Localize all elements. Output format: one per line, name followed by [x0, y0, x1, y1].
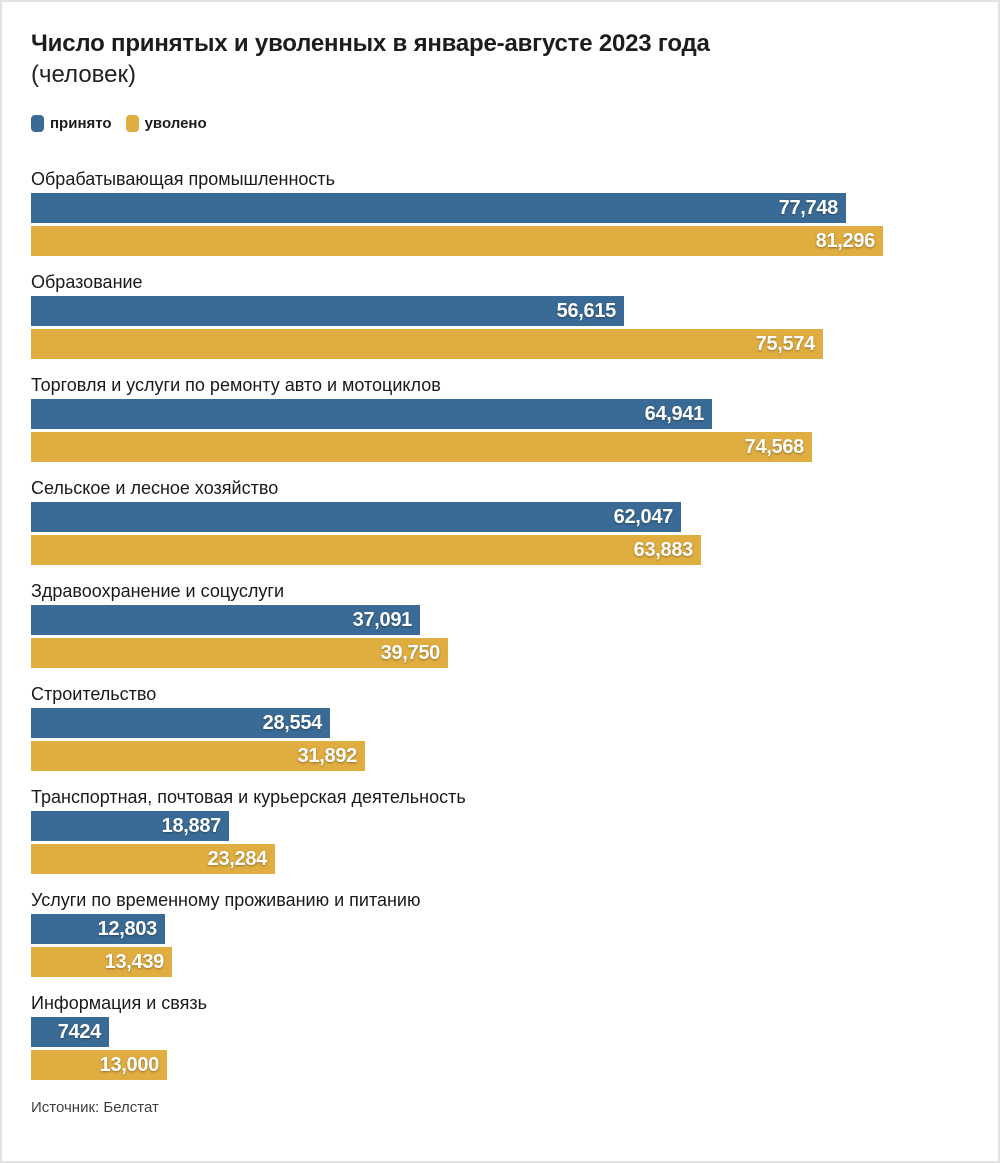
dismissed-swatch-icon [126, 115, 139, 132]
bar-value-label: 75,574 [755, 332, 815, 355]
bar-value-label: 12,803 [97, 917, 157, 940]
category-group [31, 683, 969, 771]
bar-row [31, 1050, 969, 1080]
bar-value-label: 63,883 [633, 538, 693, 561]
bar-value-label: 13,000 [99, 1053, 159, 1076]
source-text: Источник: Белстат [31, 1099, 159, 1116]
category-group [31, 374, 969, 462]
bar-row [31, 193, 969, 223]
legend-item-hired [31, 115, 112, 132]
bar-value-label: 62,047 [613, 505, 673, 528]
dismissed-bar [31, 226, 883, 256]
bar-row [31, 399, 969, 429]
bar-row [31, 535, 969, 565]
source-row [31, 1098, 969, 1117]
dismissed-bar [31, 432, 812, 462]
legend-label-dismissed: уволено [144, 115, 207, 132]
hired-swatch-icon [31, 115, 44, 132]
bar-value-label: 18,887 [161, 814, 221, 837]
legend-item-dismissed [126, 115, 207, 132]
page-title: Число принятых и уволенных в январе-августе 2023 года [31, 30, 710, 57]
dismissed-bar [31, 1050, 167, 1080]
bar-value-label: 56,615 [556, 299, 616, 322]
category-group [31, 168, 969, 256]
dismissed-bar [31, 638, 448, 668]
category-label: Сельское и лесное хозяйство [31, 478, 279, 498]
category-group [31, 786, 969, 874]
category-group [31, 992, 969, 1080]
bar-row [31, 605, 969, 635]
category-label: Торговля и услуги по ремонту авто и мотоциклов [31, 375, 441, 395]
page-subtitle: (человек) [31, 61, 136, 88]
category-label: Образование [31, 272, 143, 292]
bar-row [31, 914, 969, 944]
bar-chart [31, 168, 969, 1080]
hired-bar [31, 914, 165, 944]
category-group [31, 477, 969, 565]
legend [31, 115, 969, 132]
bar-row [31, 432, 969, 462]
dismissed-bar [31, 844, 275, 874]
category-label: Здравоохранение и соцуслуги [31, 581, 285, 601]
bar-value-label: 39,750 [380, 641, 440, 664]
hired-bar [31, 193, 846, 223]
dismissed-bar [31, 947, 172, 977]
category-group [31, 889, 969, 977]
dismissed-bar [31, 329, 823, 359]
bar-row [31, 741, 969, 771]
bar-row [31, 708, 969, 738]
category-label: Информация и связь [31, 993, 208, 1013]
hired-bar [31, 399, 712, 429]
category-label: Обрабатывающая промышленность [31, 169, 336, 189]
category-label: Услуги по временному проживанию и питанию [31, 890, 421, 910]
bar-value-label: 77,748 [778, 196, 838, 219]
bar-value-label: 13,439 [104, 950, 164, 973]
bar-value-label: 23,284 [207, 847, 267, 870]
category-label: Транспортная, почтовая и курьерская деятельность [31, 787, 466, 807]
category-group [31, 580, 969, 668]
bar-value-label: 31,892 [297, 744, 357, 767]
bar-row [31, 226, 969, 256]
dismissed-bar [31, 741, 365, 771]
bar-value-label: 28,554 [262, 711, 322, 734]
bar-row [31, 329, 969, 359]
hired-bar [31, 502, 681, 532]
bar-value-label: 37,091 [352, 608, 412, 631]
hired-bar [31, 708, 330, 738]
hired-bar [31, 296, 624, 326]
hired-bar [31, 811, 229, 841]
bar-row [31, 947, 969, 977]
legend-label-hired: принято [50, 115, 112, 132]
bar-row [31, 1017, 969, 1047]
bar-value-label: 7424 [57, 1020, 101, 1043]
bar-value-label: 64,941 [644, 402, 704, 425]
bar-value-label: 81,296 [815, 229, 875, 252]
category-label: Строительство [31, 684, 157, 704]
category-group [31, 271, 969, 359]
bar-value-label: 74,568 [744, 435, 804, 458]
bar-row [31, 296, 969, 326]
bar-row [31, 811, 969, 841]
bar-row [31, 638, 969, 668]
hired-bar [31, 605, 420, 635]
bar-row [31, 844, 969, 874]
bar-row [31, 502, 969, 532]
dismissed-bar [31, 535, 701, 565]
hired-bar [31, 1017, 109, 1047]
